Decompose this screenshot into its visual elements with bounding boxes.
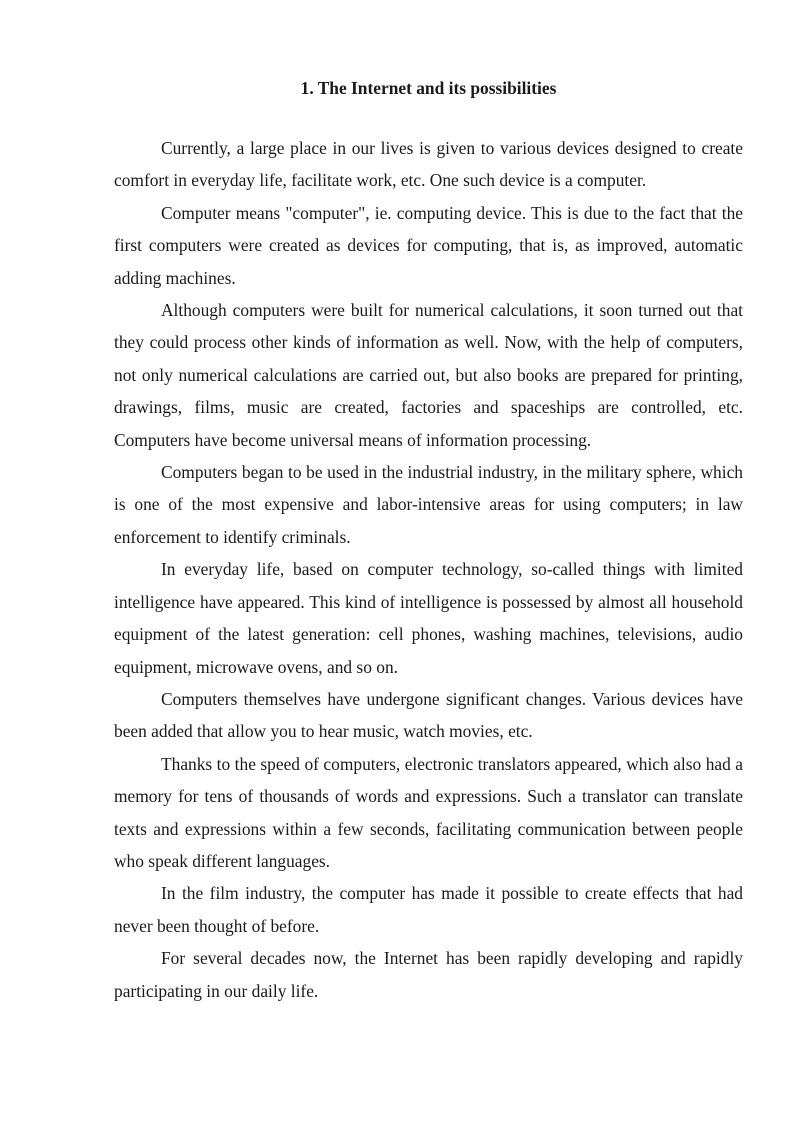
paragraph-6: Computers themselves have undergone significant changes. Various devices have been added that allow you to hear music, watch movies, etc.	[114, 688, 743, 742]
document-body	[114, 74, 743, 1007]
paragraph-2: Computer means "computer", ie. computing device. This is due to the fact that the first computers were created as devices for computing, that is, as improved, automatic adding machines.	[114, 202, 743, 288]
paragraph-5: In everyday life, based on computer technology, so-called things with limited intelligence have appeared. This kind of intelligence is possessed by almost all household equipment of the latest generation: cell phones, washing machines, televisions, audio equipment, microwave ovens, and so on.	[114, 559, 743, 677]
paragraph-7: Thanks to the speed of computers, electronic translators appeared, which also had a memory for tens of thousands of words and expressions. Such a translator can translate texts and expressions within a few seconds, facilitating communication between people who speak different languages.	[114, 753, 743, 871]
paragraph-8: In the film industry, the computer has made it possible to create effects that had never been thought of before.	[114, 883, 743, 936]
section-title: 1. The Internet and its possibilities	[300, 78, 557, 98]
paragraph-4: Computers began to be used in the industrial industry, in the military sphere, which is one of the most expensive and labor-intensive areas for using computers; in law enforcement to identify criminals.	[114, 462, 743, 547]
paragraph-1: Currently, a large place in our lives is given to various devices designed to create comfort in everyday life, facilitate work, etc. One such device is a computer.	[114, 138, 743, 191]
paragraph-9: For several decades now, the Internet has been rapidly developing and rapidly participating in our daily life.	[114, 948, 743, 1001]
paragraph-3: Although computers were built for numerical calculations, it soon turned out that they could process other kinds of information as well. Now, with the help of computers, not only numerical calculations are carried out, but also books are prepared for printing, drawings, films, music are created, factories and spaceships are controlled, etc. Computers have become universal means of information processing.	[114, 300, 743, 450]
